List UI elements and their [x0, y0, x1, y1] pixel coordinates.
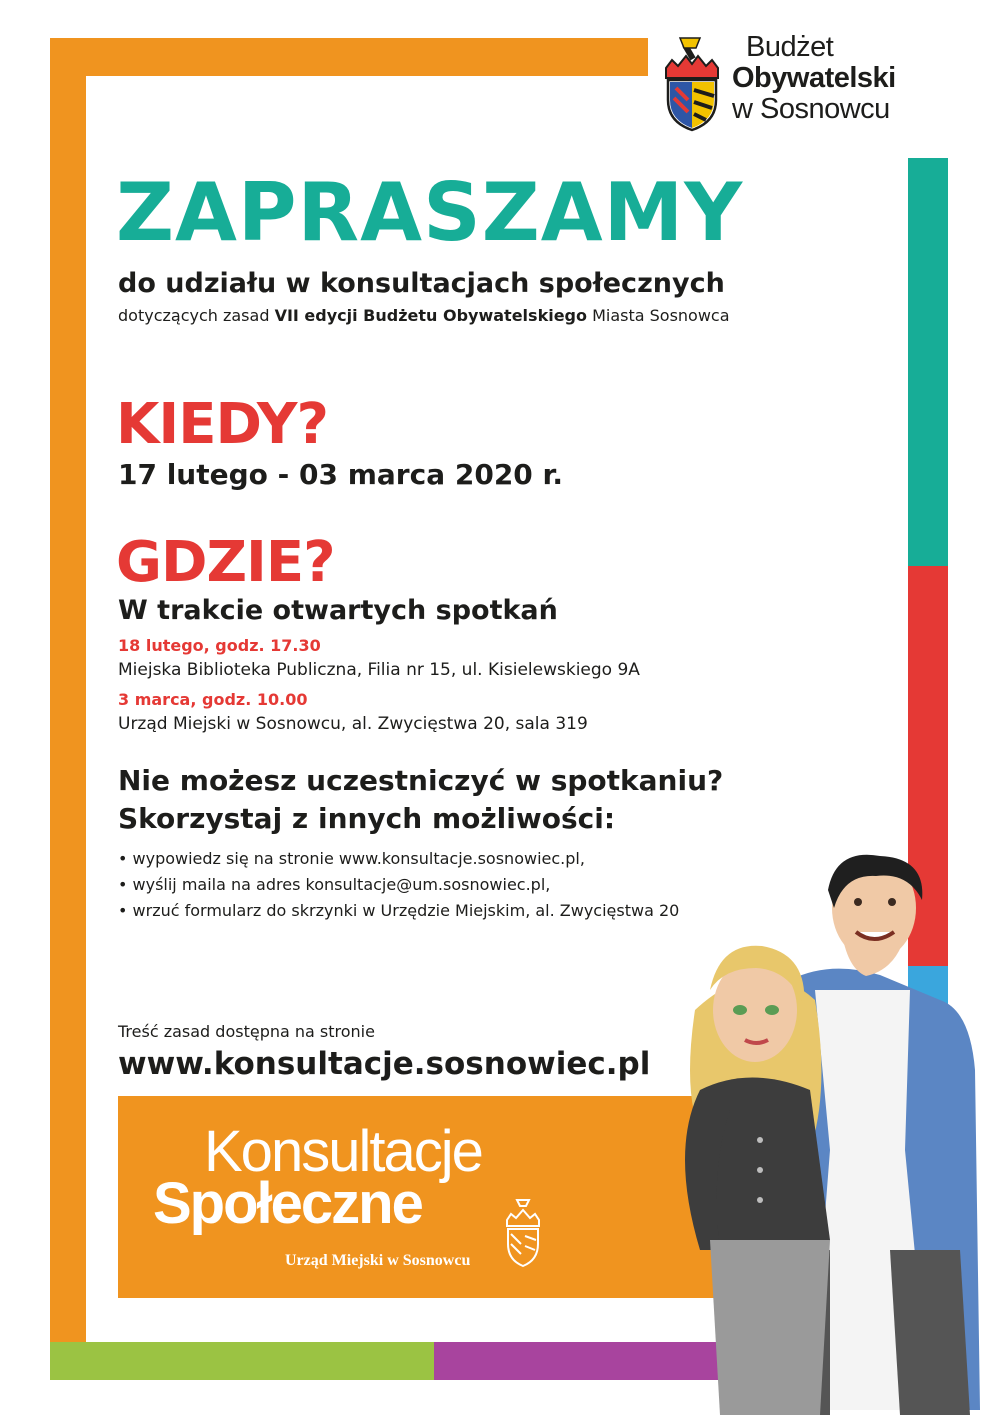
people-illustration: [640, 850, 1000, 1415]
alternatives-question-2: Skorzystaj z innych możliwości:: [118, 802, 616, 835]
badge-line-1: Konsultacje: [204, 1119, 482, 1184]
badge-crest-icon: [503, 1196, 543, 1268]
subline: [118, 306, 730, 325]
when-heading: KIEDY?: [116, 392, 328, 457]
where-heading: GDZIE?: [116, 530, 335, 595]
alternatives-question-1: Nie możesz uczestniczyć w spotkaniu?: [118, 764, 724, 797]
info-url: www.konsultacje.sosnowiec.pl: [118, 1046, 651, 1082]
frame-bar-left: [50, 38, 86, 1342]
alternative-option-form: • wrzuć formularz do skrzynki w Urzędzie Miejskim, al. Zwycięstwa 20: [118, 901, 680, 920]
budget-logo-text: [732, 32, 972, 125]
info-label: Treść zasad dostępna na stronie: [118, 1022, 375, 1041]
subline-bold: VII edycji Budżetu Obywatelskiego: [274, 306, 587, 325]
logo-line-2: Obywatelski: [732, 62, 896, 94]
alternative-option-website: • wypowiedz się na stronie www.konsultacje.sosnowiec.pl,: [118, 849, 585, 868]
city-crest-icon: [662, 34, 722, 134]
frame-bar-top: [50, 38, 648, 76]
meeting-1-date: 18 lutego, godz. 17.30: [118, 636, 321, 655]
when-dates: 17 lutego - 03 marca 2020 r.: [118, 458, 563, 491]
logo-line-1: Budżet: [746, 31, 834, 63]
bottom-bar-green: [50, 1342, 434, 1380]
subline-suffix: Miasta Sosnowca: [586, 306, 730, 325]
meeting-1-place: Miejska Biblioteka Publiczna, Filia nr 15, ul. Kisielewskiego 9A: [118, 660, 640, 680]
side-bar-teal: [908, 158, 948, 566]
subline-prefix: dotyczących zasad: [118, 306, 275, 325]
headline: ZAPRASZAMY: [116, 166, 744, 259]
badge-line-3: Urząd Miejski w Sosnowcu: [285, 1252, 471, 1269]
subheadline: do udziału w konsultacjach społecznych: [118, 268, 725, 299]
meeting-2-place: Urząd Miejski w Sosnowcu, al. Zwycięstwa 20, sala 319: [118, 714, 588, 734]
badge-line-2: Społeczne: [153, 1171, 422, 1236]
where-subheading: W trakcie otwartych spotkań: [118, 595, 558, 626]
meeting-2-date: 3 marca, godz. 10.00: [118, 690, 308, 709]
logo-line-3: w Sosnowcu: [732, 93, 890, 125]
alternative-option-email: • wyślij maila na adres konsultacje@um.sosnowiec.pl,: [118, 875, 551, 894]
alternatives-list: [118, 846, 679, 924]
